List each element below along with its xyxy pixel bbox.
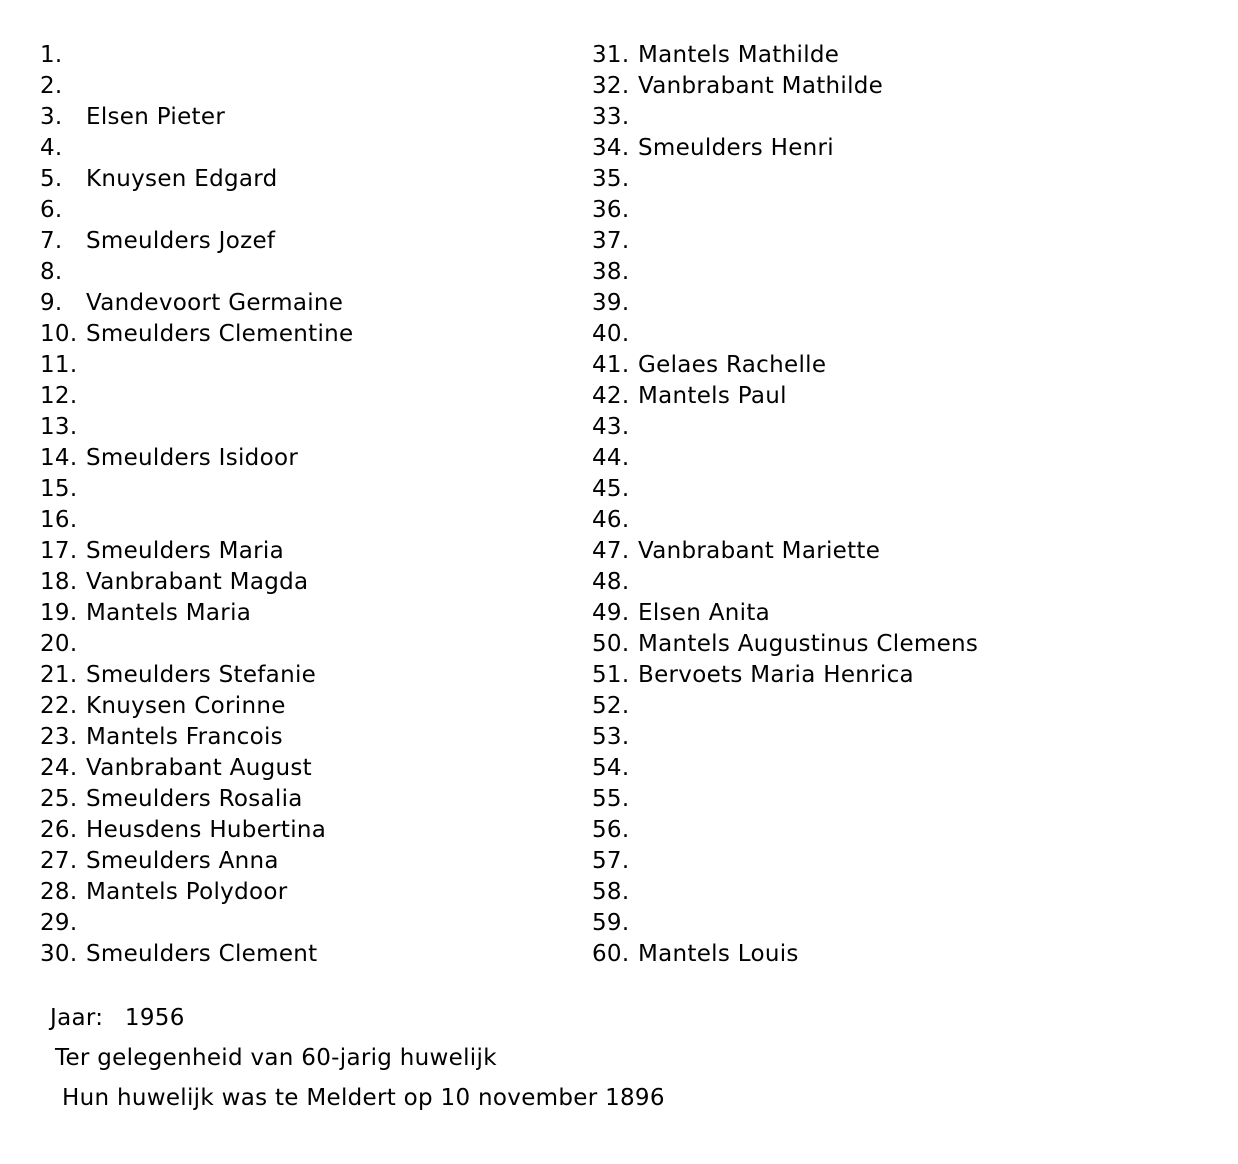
entry-number: 58. <box>592 879 630 905</box>
entry-number: 18. <box>40 569 78 595</box>
entry-number: 56. <box>592 817 630 843</box>
entry-name: Smeulders Anna <box>86 848 279 874</box>
entry-number: 32. <box>592 73 630 99</box>
list-item <box>40 846 580 877</box>
entry-name: Mantels Maria <box>86 600 252 626</box>
entry-name: Mantels Augustinus Clemens <box>638 631 979 657</box>
entry-number: 60. <box>592 941 630 967</box>
entry-name: Gelaes Rachelle <box>638 352 827 378</box>
entry-number: 13. <box>40 414 78 440</box>
list-item <box>592 226 1132 257</box>
list-item <box>592 164 1132 195</box>
entry-number: 5. <box>40 166 63 192</box>
entry-name: Elsen Anita <box>638 600 771 626</box>
list-item <box>592 474 1132 505</box>
list-item <box>40 195 580 226</box>
entry-number: 53. <box>592 724 630 750</box>
entry-number: 44. <box>592 445 630 471</box>
entry-name: Smeulders Clementine <box>86 321 354 347</box>
year-label: Jaar: <box>50 1005 104 1031</box>
list-item <box>40 660 580 691</box>
list-item <box>40 505 580 536</box>
list-item <box>40 350 580 381</box>
list-item <box>592 691 1132 722</box>
entry-number: 2. <box>40 73 63 99</box>
entry-name: Vanbrabant Mathilde <box>638 73 884 99</box>
entry-number: 22. <box>40 693 78 719</box>
entry-number: 49. <box>592 600 630 626</box>
list-item <box>592 722 1132 753</box>
entry-number: 41. <box>592 352 630 378</box>
entry-number: 1. <box>40 42 63 68</box>
entry-name: Vanbrabant Mariette <box>638 538 881 564</box>
list-item <box>592 443 1132 474</box>
list-item <box>40 629 580 660</box>
list-item <box>40 226 580 257</box>
entry-number: 47. <box>592 538 630 564</box>
list-item <box>592 908 1132 939</box>
list-item <box>40 412 580 443</box>
list-item <box>592 71 1132 102</box>
list-item <box>592 288 1132 319</box>
year-line <box>50 998 665 1038</box>
list-item <box>592 846 1132 877</box>
entry-number: 54. <box>592 755 630 781</box>
entry-number: 30. <box>40 941 78 967</box>
right-name-list <box>592 40 1132 970</box>
list-item <box>592 939 1132 970</box>
entry-name: Smeulders Stefanie <box>86 662 317 688</box>
list-item <box>40 536 580 567</box>
list-item <box>592 536 1132 567</box>
entry-number: 55. <box>592 786 630 812</box>
left-name-list <box>40 40 580 970</box>
list-item <box>40 908 580 939</box>
entry-number: 33. <box>592 104 630 130</box>
entry-name: Bervoets Maria Henrica <box>638 662 914 688</box>
entry-name: Mantels Paul <box>638 383 787 409</box>
entry-name: Smeulders Clement <box>86 941 318 967</box>
entry-number: 10. <box>40 321 78 347</box>
entry-number: 52. <box>592 693 630 719</box>
list-item <box>40 722 580 753</box>
list-item <box>592 784 1132 815</box>
list-item <box>592 505 1132 536</box>
entry-name: Smeulders Rosalia <box>86 786 303 812</box>
list-item <box>40 257 580 288</box>
list-item <box>592 133 1132 164</box>
list-item <box>592 40 1132 71</box>
list-item <box>40 567 580 598</box>
entry-number: 51. <box>592 662 630 688</box>
list-item <box>40 71 580 102</box>
entry-name: Smeulders Henri <box>638 135 834 161</box>
entry-name: Knuysen Corinne <box>86 693 286 719</box>
entry-number: 14. <box>40 445 78 471</box>
entry-name: Mantels Mathilde <box>638 42 840 68</box>
entry-number: 7. <box>40 228 63 254</box>
entry-number: 15. <box>40 476 78 502</box>
list-item <box>40 784 580 815</box>
entry-number: 42. <box>592 383 630 409</box>
list-item <box>40 133 580 164</box>
list-item <box>40 288 580 319</box>
entry-number: 16. <box>40 507 78 533</box>
year-value: 1956 <box>124 1005 185 1031</box>
list-item <box>592 598 1132 629</box>
entry-number: 38. <box>592 259 630 285</box>
list-item <box>40 753 580 784</box>
entry-number: 3. <box>40 104 63 130</box>
entry-number: 8. <box>40 259 63 285</box>
list-item <box>40 319 580 350</box>
list-item <box>40 939 580 970</box>
entry-number: 34. <box>592 135 630 161</box>
entry-number: 48. <box>592 569 630 595</box>
entry-number: 45. <box>592 476 630 502</box>
list-item <box>592 195 1132 226</box>
photo-caption <box>50 998 665 1118</box>
list-item <box>40 381 580 412</box>
entry-number: 43. <box>592 414 630 440</box>
entry-name: Knuysen Edgard <box>86 166 278 192</box>
entry-number: 39. <box>592 290 630 316</box>
list-item <box>40 164 580 195</box>
list-item <box>592 567 1132 598</box>
entry-number: 27. <box>40 848 78 874</box>
entry-name: Mantels Francois <box>86 724 283 750</box>
entry-number: 36. <box>592 197 630 223</box>
entry-number: 25. <box>40 786 78 812</box>
entry-number: 59. <box>592 910 630 936</box>
entry-name: Smeulders Jozef <box>86 228 276 254</box>
list-item <box>592 629 1132 660</box>
marriage-line: Hun huwelijk was te Meldert op 10 november 1896 <box>62 1085 665 1111</box>
entry-number: 21. <box>40 662 78 688</box>
list-item <box>592 660 1132 691</box>
entry-name: Heusdens Hubertina <box>86 817 327 843</box>
entry-number: 9. <box>40 290 63 316</box>
list-item <box>592 412 1132 443</box>
entry-name: Vanbrabant Magda <box>86 569 309 595</box>
list-item <box>592 877 1132 908</box>
list-item <box>40 598 580 629</box>
list-item <box>592 381 1132 412</box>
entry-number: 4. <box>40 135 63 161</box>
entry-number: 24. <box>40 755 78 781</box>
list-item <box>592 257 1132 288</box>
list-item <box>40 102 580 133</box>
list-item <box>592 102 1132 133</box>
entry-name: Mantels Louis <box>638 941 799 967</box>
entry-name: Vanbrabant August <box>86 755 312 781</box>
entry-number: 37. <box>592 228 630 254</box>
entry-name: Smeulders Maria <box>86 538 285 564</box>
list-item <box>40 815 580 846</box>
entry-number: 6. <box>40 197 63 223</box>
entry-number: 12. <box>40 383 78 409</box>
entry-number: 57. <box>592 848 630 874</box>
list-item <box>592 815 1132 846</box>
entry-name: Vandevoort Germaine <box>86 290 344 316</box>
entry-number: 26. <box>40 817 78 843</box>
entry-name: Elsen Pieter <box>86 104 226 130</box>
list-item <box>40 474 580 505</box>
entry-number: 29. <box>40 910 78 936</box>
list-item <box>592 753 1132 784</box>
entry-number: 20. <box>40 631 78 657</box>
entry-number: 31. <box>592 42 630 68</box>
list-item <box>40 691 580 722</box>
entry-number: 35. <box>592 166 630 192</box>
entry-number: 28. <box>40 879 78 905</box>
occasion-line: Ter gelegenheid van 60-jarig huwelijk <box>55 1045 497 1071</box>
entry-number: 46. <box>592 507 630 533</box>
entry-name: Mantels Polydoor <box>86 879 288 905</box>
entry-number: 19. <box>40 600 78 626</box>
list-item <box>40 40 580 71</box>
list-item <box>40 877 580 908</box>
list-item <box>40 443 580 474</box>
entry-number: 17. <box>40 538 78 564</box>
entry-number: 40. <box>592 321 630 347</box>
entry-number: 11. <box>40 352 78 378</box>
entry-number: 50. <box>592 631 630 657</box>
list-item <box>592 319 1132 350</box>
entry-name: Smeulders Isidoor <box>86 445 299 471</box>
entry-number: 23. <box>40 724 78 750</box>
list-item <box>592 350 1132 381</box>
